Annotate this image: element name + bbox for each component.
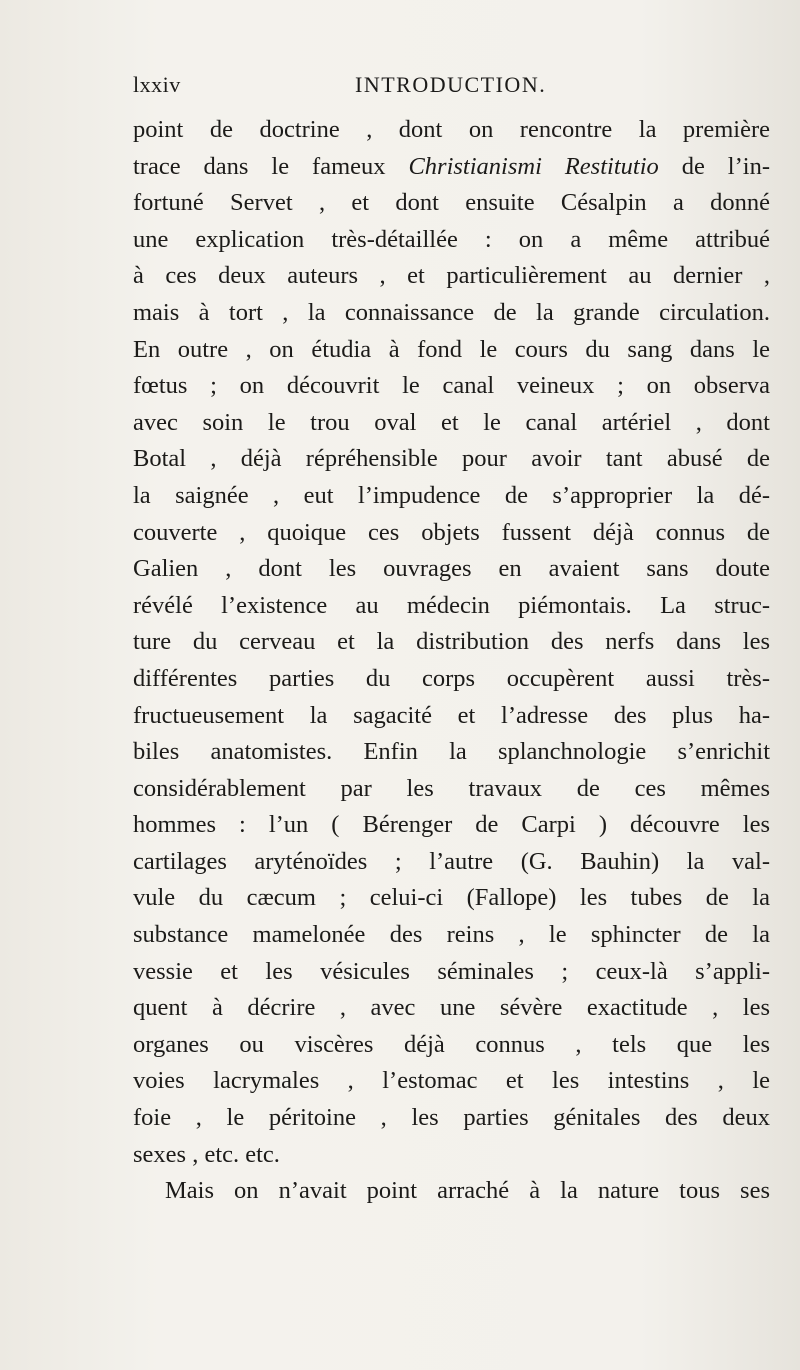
paragraph-end-line: sexes , etc. etc. — [133, 1140, 280, 1168]
text-line: biles anatomistes. Enfin la splanchnologie s’enrichit — [133, 738, 770, 766]
text-line — [133, 149, 770, 186]
text-line-start: trace dans le fameux — [133, 152, 409, 180]
text-line: à ces deux auteurs , et particulièrement au dernier , — [133, 262, 770, 290]
text-line: la saignée , eut l’impudence de s’approprier la dé- — [133, 481, 770, 509]
body-text — [133, 112, 770, 1210]
text-line: Botal , déjà répréhensible pour avoir tant abusé de — [133, 445, 770, 473]
page-number: lxxiv — [133, 72, 181, 97]
text-line: mais à tort , la connaissance de la grande circulation. — [133, 298, 770, 326]
text-line: vessie et les vésicules séminales ; ceux-là s’appli- — [133, 957, 770, 985]
text-line: quent à décrire , avec une sévère exactitude , les — [133, 994, 770, 1022]
text-line: fructueusement la sagacité et l’adresse des plus ha- — [133, 701, 770, 729]
text-line: substance mamelonée des reins , le sphincter de la — [133, 921, 770, 949]
text-line: vule du cæcum ; celui-ci (Fallope) les tubes de la — [133, 884, 770, 912]
text-line-end: de l’in- — [658, 152, 770, 180]
text-line: avec soin le trou oval et le canal artériel , dont — [133, 408, 770, 436]
text-line: organes ou viscères déjà connus , tels que les — [133, 1030, 770, 1058]
paragraph-start-line: Mais on n’avait point arraché à la nature tous ses — [165, 1177, 770, 1205]
text-line: une explication très-détaillée : on a même attribué — [133, 225, 770, 253]
text-line: couverte , quoique ces objets fussent déjà connus de — [133, 518, 770, 546]
text-line: point de doctrine , dont on rencontre la première — [133, 116, 770, 143]
book-title: Christianismi Restitutio — [408, 152, 659, 180]
text-line: voies lacrymales , l’estomac et les intestins , le — [133, 1067, 770, 1095]
page-header — [133, 72, 770, 112]
text-line: considérablement par les travaux de ces mêmes — [133, 774, 770, 802]
text-line: Galien , dont les ouvrages en avaient sans doute — [133, 555, 770, 583]
text-line: hommes : l’un ( Bérenger de Carpi ) découvre les — [133, 811, 770, 839]
text-line: différentes parties du corps occupèrent aussi très- — [133, 664, 770, 692]
running-title: INTRODUCTION. — [355, 72, 547, 97]
text-line: ture du cerveau et la distribution des nerfs dans les — [133, 628, 770, 656]
text-line: foie , le péritoine , les parties génitales des deux — [133, 1104, 770, 1132]
text-line: fœtus ; on découvrit le canal veineux ; on observa — [133, 372, 770, 400]
text-line: En outre , on étudia à fond le cours du sang dans le — [133, 335, 770, 363]
text-line: fortuné Servet , et dont ensuite Césalpin a donné — [133, 189, 770, 217]
text-line: cartilages aryténoïdes ; l’autre (G. Bauhin) la val- — [133, 847, 770, 875]
text-line: révélé l’existence au médecin piémontais. La struc- — [133, 591, 770, 619]
